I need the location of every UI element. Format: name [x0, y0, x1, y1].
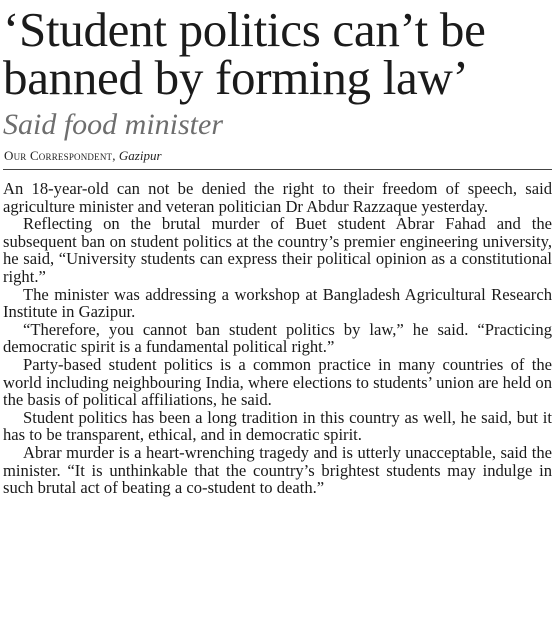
byline-correspondent: Our Correspondent, [4, 148, 116, 163]
subheadline: Said food minister [3, 108, 224, 141]
byline-location: Gazipur [118, 148, 162, 163]
paragraph-2: Reflecting on the brutal murder of Buet student Abrar Fahad and the subsequent ban on student politics at the country’s premier engineering university, he said, “University students can express their political opinion as a constitutional right.” [3, 214, 552, 286]
paragraph-4: “Therefore, you cannot ban student politics by law,” he said. “Practicing democratic spirit is a fundamental political right.” [3, 319, 552, 357]
headline [3, 2, 552, 105]
paragraph-5: Party-based student politics is a common practice in many countries of the world including neighbouring India, where elections to students’ union are held on the basis of political affiliations, he said. [3, 354, 552, 410]
article-body [3, 180, 552, 497]
headline-line-2: banned by forming law’ [3, 50, 469, 105]
headline-line-1: ‘Student politics can’t be [3, 2, 486, 57]
paragraph-1: An 18-year-old can not be denied the right to their freedom of speech, said agriculture minister and veteran politician Dr Abdur Razzaque yesterday. [3, 179, 552, 216]
byline-divider [3, 169, 552, 170]
paragraph-6: Student politics has been a long tradition in this country as well, he said, but it has to be transparent, ethical, and in democratic spirit. [3, 407, 552, 445]
paragraph-7: Abrar murder is a heart-wrenching tragedy and is utterly unacceptable, said the minister. “It is unthinkable that the country’s brightest students may indulge in such brutal act of beating a co-student to death.” [3, 442, 552, 498]
paragraph-3: The minister was addressing a workshop at Bangladesh Agricultural Research Institute in Gazipur. [3, 284, 552, 322]
byline [4, 148, 552, 164]
